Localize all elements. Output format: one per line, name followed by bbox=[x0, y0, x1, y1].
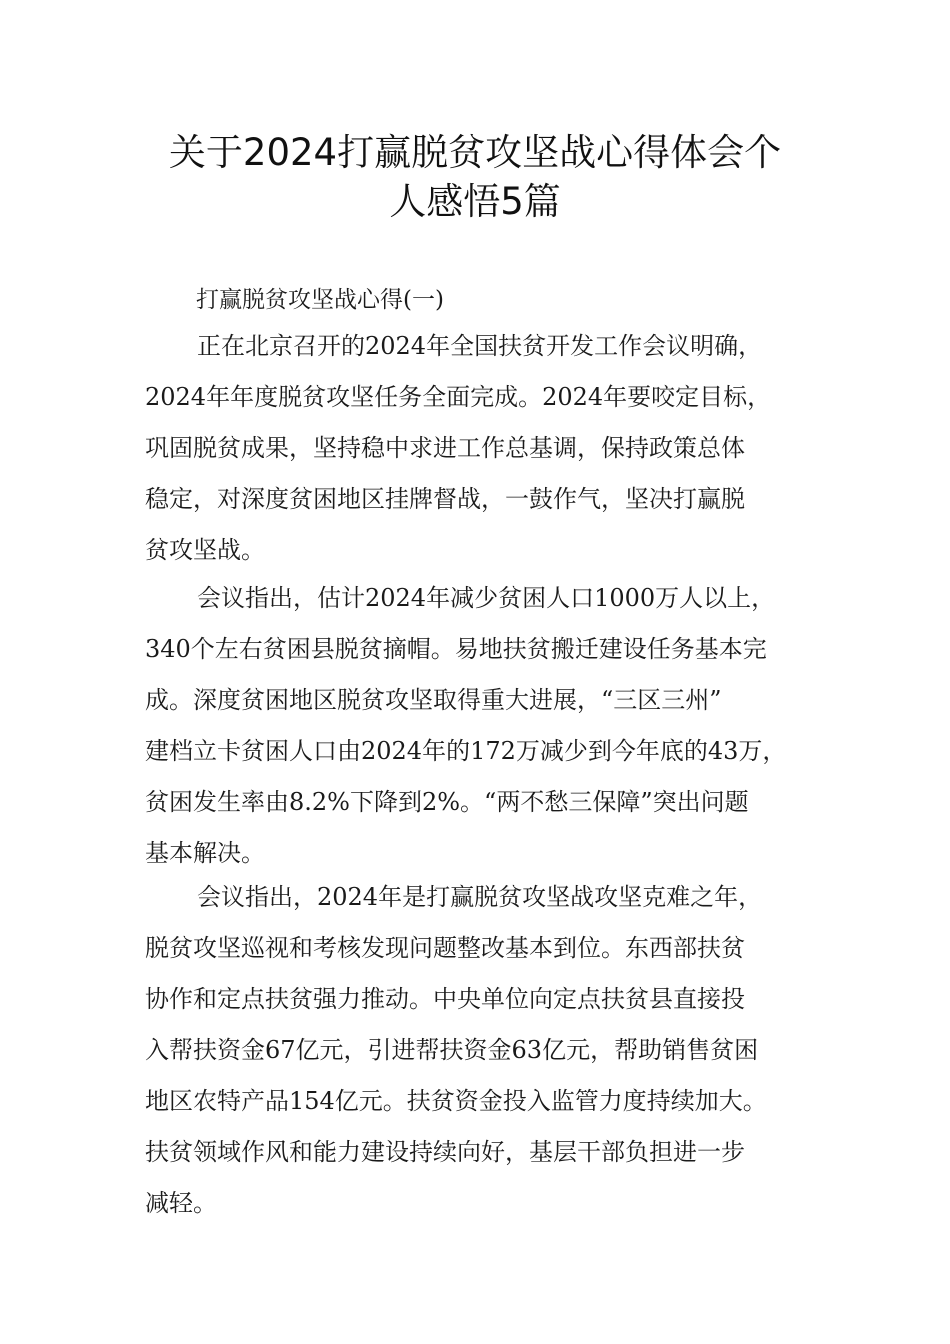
paragraph-line: 会议指出，估计2024年减少贫困人口1000万人以上， bbox=[197, 584, 776, 612]
section-heading: 打赢脱贫攻坚战心得(一) bbox=[196, 287, 444, 313]
paragraph-line: 340个左右贫困县脱贫摘帽。易地扶贫搬迁建设任务基本完 bbox=[145, 635, 767, 663]
paragraph-line: 建档立卡贫困人口由2024年的172万减少到今年底的43万， bbox=[145, 737, 787, 765]
document-title-line-2: 人感悟5篇 bbox=[389, 180, 561, 223]
paragraph-line: 脱贫攻坚巡视和考核发现问题整改基本到位。东西部扶贫 bbox=[145, 934, 745, 962]
document-title-line-1: 关于2024打赢脱贫攻坚战心得体会个 bbox=[168, 131, 782, 174]
paragraph-line: 扶贫领域作风和能力建设持续向好，基层干部负担进一步 bbox=[145, 1138, 745, 1166]
paragraph-line: 稳定，对深度贫困地区挂牌督战，一鼓作气，坚决打赢脱 bbox=[145, 485, 745, 513]
paragraph-line: 正在北京召开的2024年全国扶贫开发工作会议明确， bbox=[197, 332, 763, 360]
paragraph-line: 贫困发生率由8.2%下降到2%。“两不愁三保障”突出问题 bbox=[145, 788, 749, 816]
paragraph-line: 入帮扶资金67亿元，引进帮扶资金63亿元，帮助销售贫困 bbox=[145, 1036, 759, 1064]
paragraph-line: 减轻。 bbox=[145, 1189, 217, 1217]
paragraph-line: 成。深度贫困地区脱贫攻坚取得重大进展，“三区三州” bbox=[145, 686, 722, 714]
paragraph-line: 地区农特产品154亿元。扶贫资金投入监管力度持续加大。 bbox=[145, 1087, 767, 1115]
paragraph-line: 协作和定点扶贫强力推动。中央单位向定点扶贫县直接投 bbox=[145, 985, 745, 1013]
paragraph-line: 会议指出，2024年是打赢脱贫攻坚战攻坚克难之年， bbox=[197, 883, 763, 911]
paragraph-line: 2024年年度脱贫攻坚任务全面完成。2024年要咬定目标， bbox=[145, 383, 772, 411]
paragraph-line: 巩固脱贫成果，坚持稳中求进工作总基调，保持政策总体 bbox=[145, 434, 745, 462]
paragraph-line: 贫攻坚战。 bbox=[145, 536, 265, 564]
paragraph-line: 基本解决。 bbox=[145, 839, 265, 867]
